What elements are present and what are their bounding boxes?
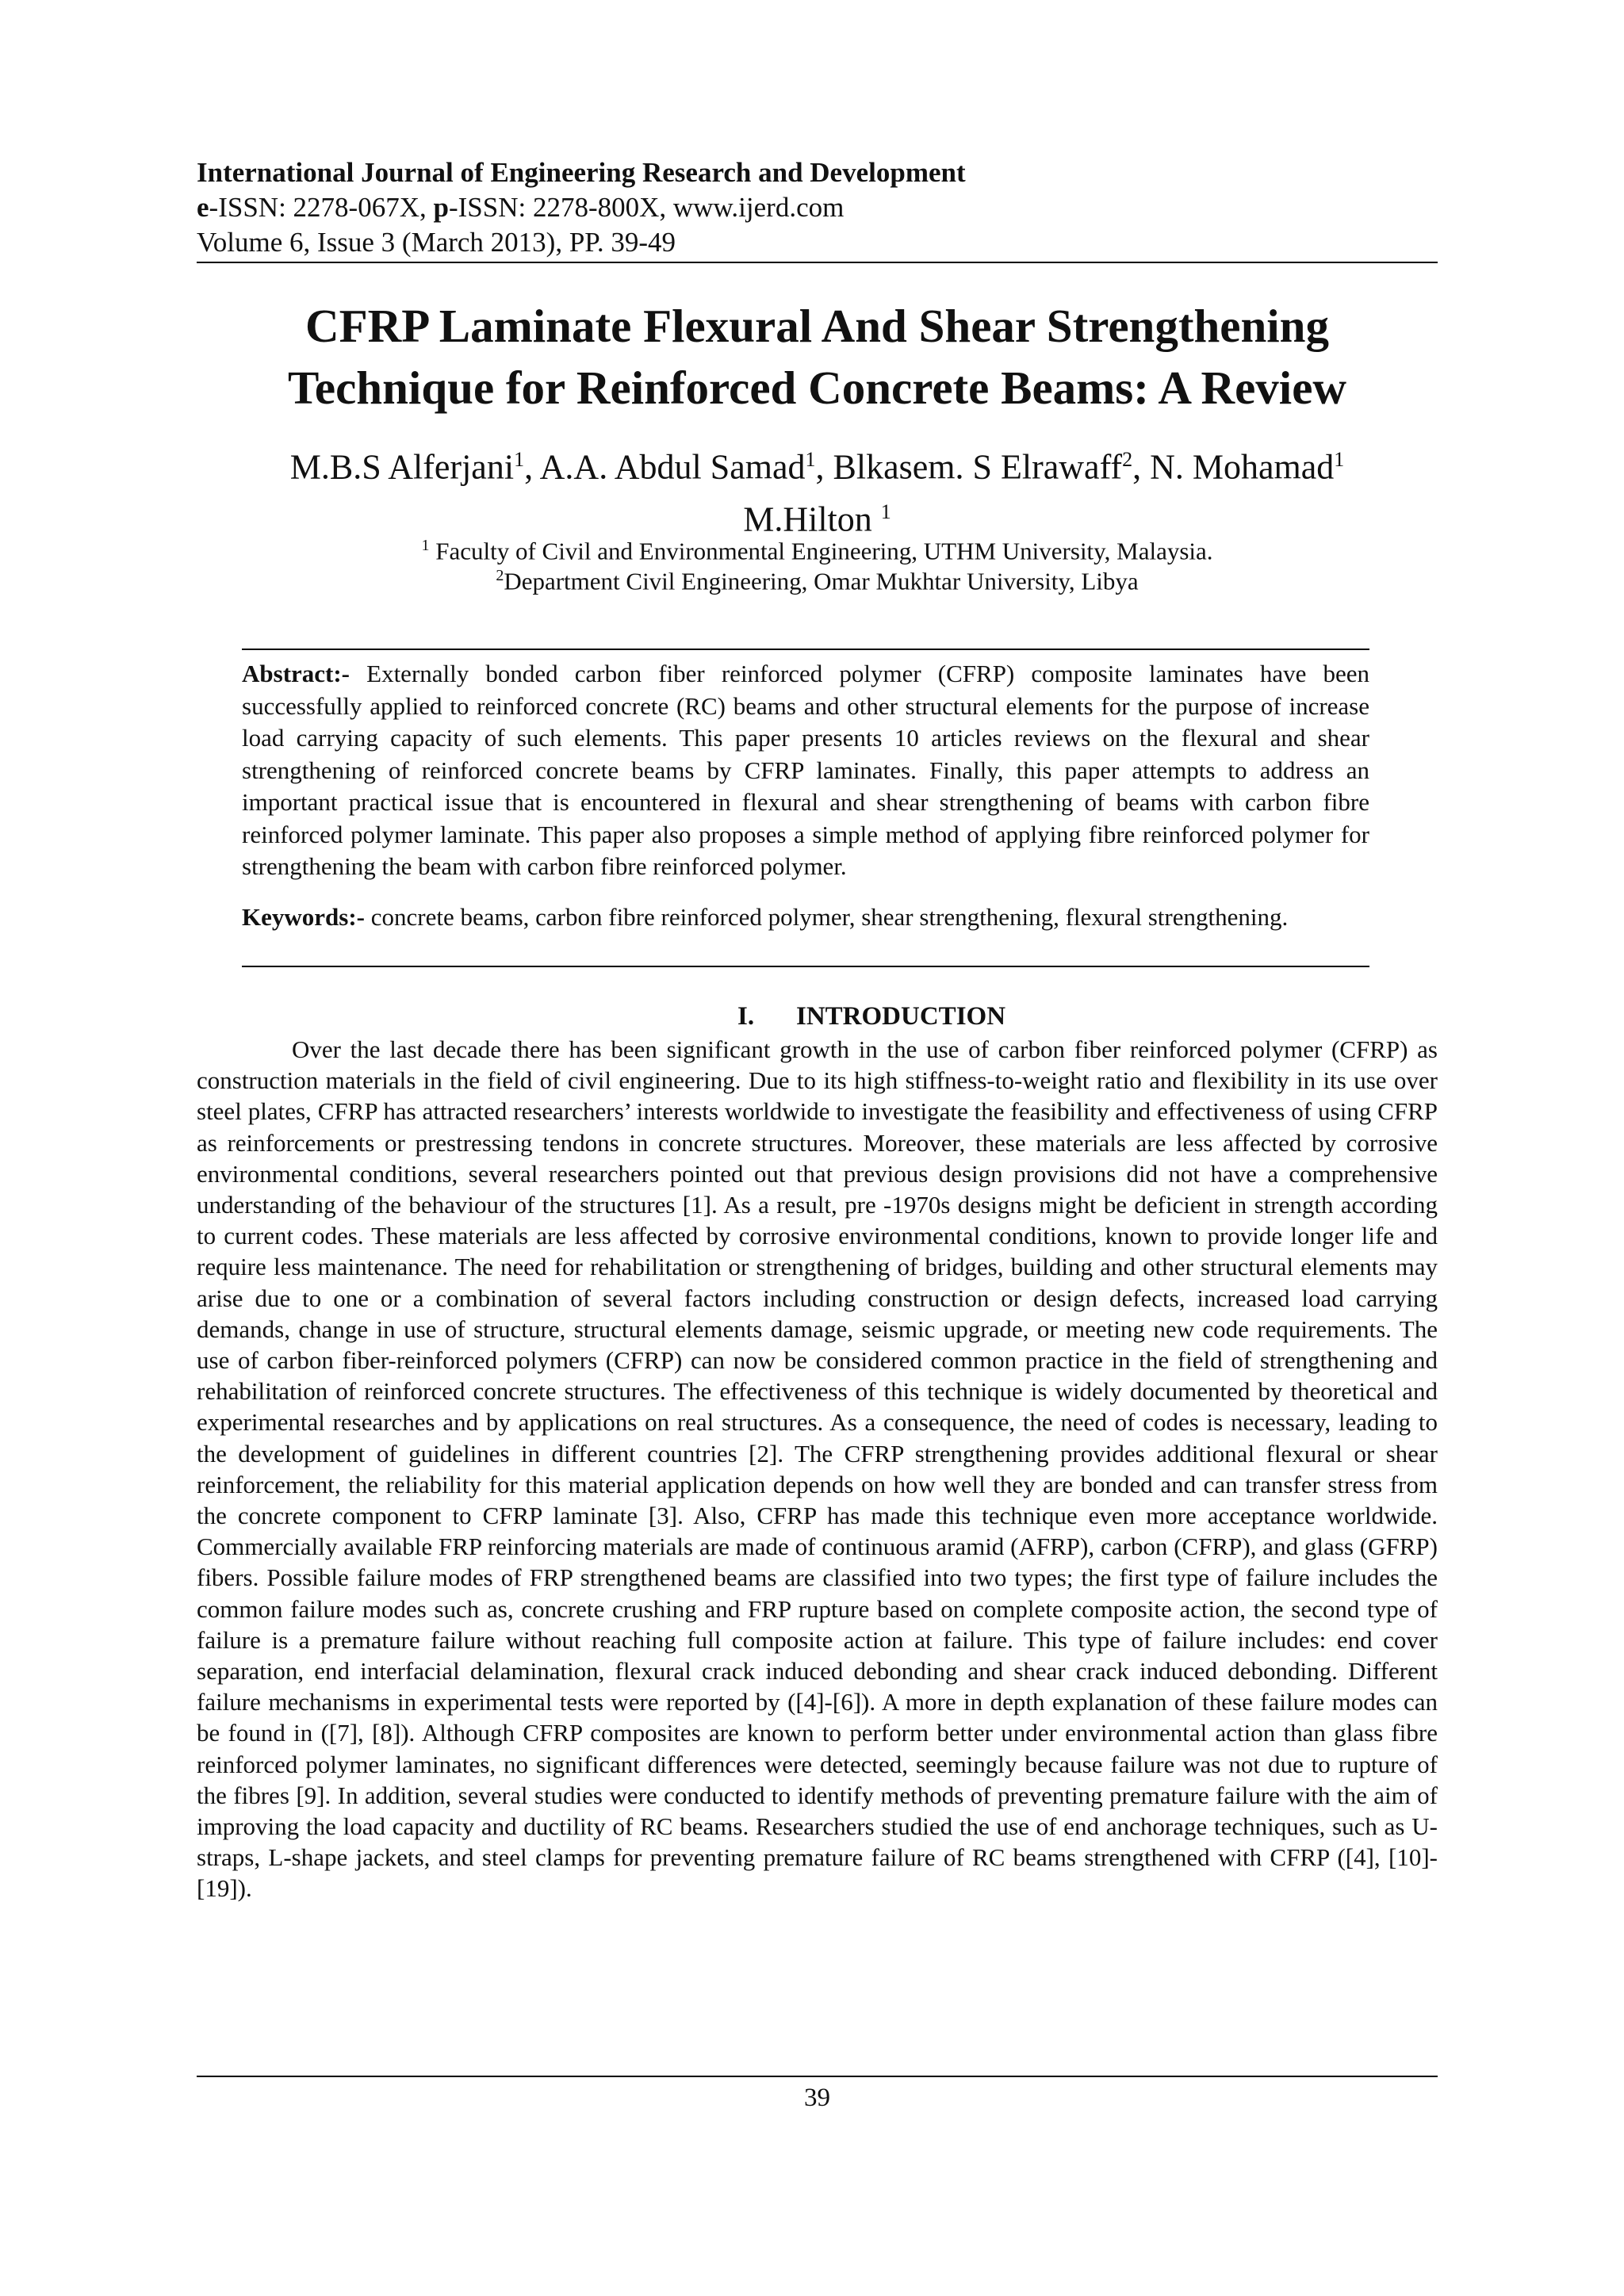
author-name: A.A. Abdul Samad <box>539 447 806 487</box>
keywords-bottom-rule <box>242 966 1369 967</box>
author-name: Blkasem. S Elrawaff <box>833 447 1123 487</box>
title-line-1: CFRP Laminate Flexural And Shear Strengthening <box>305 300 1329 352</box>
author-affiliation-mark: 1 <box>1334 448 1345 471</box>
issn-e-letter: e <box>197 192 209 223</box>
issn-line <box>197 190 1434 225</box>
page-number: 39 <box>804 2084 830 2112</box>
paper-title <box>197 295 1438 419</box>
journal-name: International Journal of Engineering Research and Development <box>197 157 966 188</box>
issn-e-text: -ISSN: 2278-067X, <box>209 192 434 223</box>
abstract-label: Abstract:- <box>242 660 350 687</box>
author-affiliation-mark: 1 <box>514 448 525 471</box>
affiliation-mark: 1 <box>421 537 430 554</box>
abstract <box>242 658 1369 883</box>
abstract-text: Externally bonded carbon fiber reinforced polymer (CFRP) composite laminates have been successfully applied to reinforced concrete (RC) beams and other structural elements for the purpose of increase load carrying capacity of such elements. This paper presents 10 articles reviews on the flexural and shear strengthening of reinforced concrete beams by CFRP laminates. Finally, this paper attempts to address an important practical issue that is encountered in flexural and shear strengthening of beams with carbon fibre reinforced polymer laminate. This paper also proposes a simple method of applying fibre reinforced polymer for strengthening the beam with carbon fibre reinforced polymer. <box>242 660 1369 880</box>
author-line-1: M.B.S Alferjani$^1$, A.A. Abdul Samad$^1$, Blkasem. S Elrawaff$^2$, N. Mohamad$^1$ <box>289 447 1345 487</box>
volume-line: Volume 6, Issue 3 (March 2013), PP. 39-49 <box>197 227 676 258</box>
author-name: M.B.S Alferjani <box>289 447 515 487</box>
author-affiliation-mark: 1 <box>805 448 816 471</box>
footer-divider <box>197 2076 1438 2077</box>
affiliation-text: Faculty of Civil and Environmental Engineering, UTHM University, Malaysia. <box>429 537 1213 565</box>
author-name: M.Hilton <box>743 499 881 539</box>
keywords <box>242 902 1369 932</box>
title-line-2: Technique for Reinforced Concrete Beams: A Review <box>288 362 1346 414</box>
header-divider <box>197 262 1438 263</box>
author-name: N. Mohamad <box>1150 447 1335 487</box>
section-heading: INTRODUCTION <box>796 1002 1006 1031</box>
section-number: I. <box>737 1002 755 1031</box>
author-affiliation-mark: 2 <box>1122 448 1133 471</box>
issn-p-text: -ISSN: 2278-800X, www.ijerd.com <box>448 192 845 223</box>
journal-header <box>197 155 1434 260</box>
keywords-text: concrete beams, carbon fibre reinforced polymer, shear strengthening, flexural strengthening. <box>364 903 1289 931</box>
affiliation-2 <box>197 560 1438 597</box>
author-affiliation-mark: 1 <box>880 499 891 523</box>
affiliation-text: Department Civil Engineering, Omar Mukhtar University, Libya <box>504 567 1139 595</box>
issn-p-letter: p <box>433 192 449 223</box>
introduction-paragraph: Over the last decade there has been significant growth in the use of carbon fiber reinforced polymer (CFRP) as construction materials in the field of civil engineering. Due to its high stiffness-to-weight ratio and flexibility in its use over steel plates, CFRP has attracted researchers’ interests worldwide to investigate the feasibility and effectiveness of using CFRP as reinforcements or prestressing tendons in concrete structures. Moreover, these materials are less affected by corrosive environmental conditions, several researchers pointed out that previous design provisions did not have a comprehensive understanding of the behaviour of the structures [1]. As a result, pre -1970s designs might be deficient in strength according to current codes. These materials are less affected by corrosive environmental conditions, known to provide longer life and require less maintenance. The need for rehabilitation or strengthening of bridges, building and other structural elements may arise due to one or a combination of several factors including construction or design defects, increased load carrying demands, change in use of structure, structural elements damage, seismic upgrade, or meeting new code requirements. The use of carbon fiber-reinforced polymers (CFRP) can now be considered common practice in the field of strengthening and rehabilitation of reinforced concrete structures. The effectiveness of this technique is widely documented by theoretical and experimental researches and by applications on real structures. As a consequence, the need of codes is necessary, leading to the development of guidelines in different countries [2]. The CFRP strengthening provides additional flexural or shear reinforcement, the reliability for this material application depends on how well they are bonded and can transfer stress from the concrete component to CFRP laminate [3]. Also, CFRP has made this technique even more acceptance worldwide. Commercially available FRP reinforcing materials are made of continuous aramid (AFRP), carbon (CFRP), and glass (GFRP) fibers. Possible failure modes of FRP strengthened beams are classified into two types; the first type of failure includes the common failure modes such as, concrete crushing and FRP rupture based on complete composite action, the second type of failure is a premature failure without reaching full composite action at failure. This type of failure includes: end cover separation, end interfacial delamination, flexural crack induced debonding and shear crack induced debonding. Different failure mechanisms in experimental tests were reported by ([4]-[6]). A more in depth explanation of these failure modes can be found in ([7], [8]). Although CFRP composites are known to perform better under environmental action than glass fibre reinforced polymer laminates, no significant differences were detected, seemingly because failure was not due to rupture of the fibres [9]. In addition, several studies were conducted to identify methods of preventing premature failure with the aim of improving the load capacity and ductility of RC beams. Researchers studied the use of end anchorage techniques, such as U-straps, L-shape jackets, and steel clamps for preventing premature failure of RC beams strengthened with CFRP ([4], [10]-[19]). <box>197 1035 1438 1903</box>
keywords-label: Keywords:- <box>242 903 365 931</box>
author-list <box>197 438 1438 541</box>
abstract-top-rule <box>242 649 1369 650</box>
affiliation-mark: 2 <box>496 567 504 584</box>
